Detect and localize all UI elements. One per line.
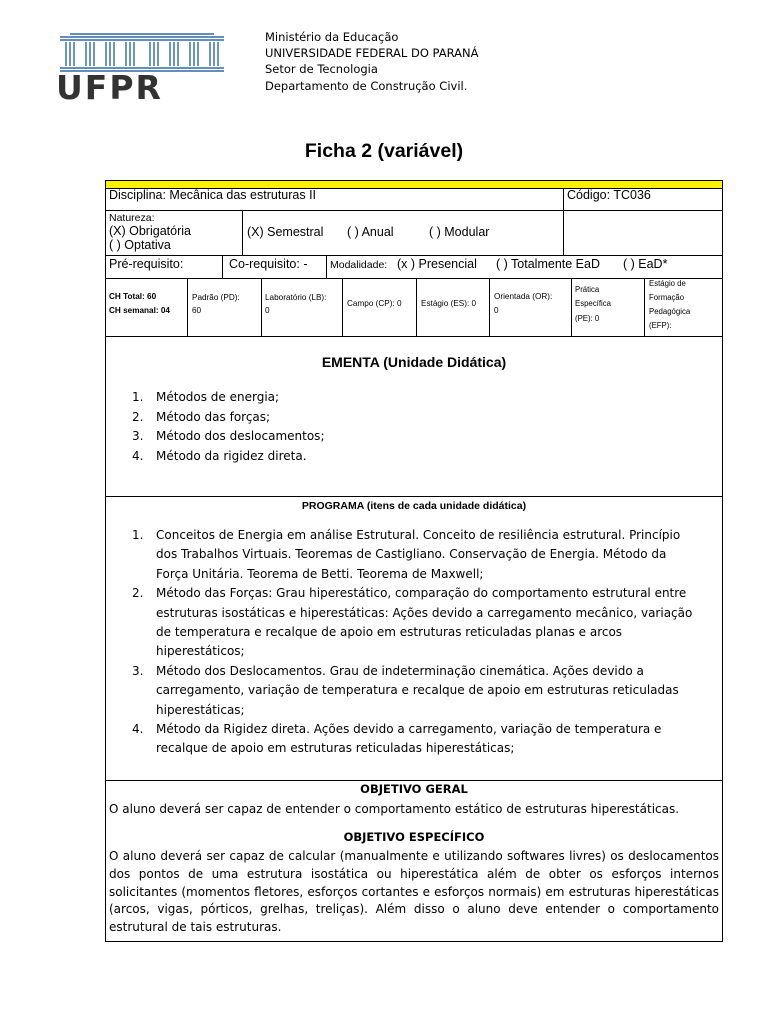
efp-line: Pedagógica — [649, 307, 691, 316]
pratica-line: Prática — [575, 285, 600, 294]
modalidade-label: Modalidade: — [330, 259, 388, 271]
department-line: Departamento de Construção Civil. — [265, 78, 468, 93]
sector-line: Setor de Tecnologia — [265, 62, 378, 77]
col-divider — [242, 210, 243, 255]
row-divider — [106, 780, 722, 781]
natureza-label: Natureza: — [109, 212, 155, 224]
row-divider — [106, 336, 722, 337]
col-divider — [342, 278, 343, 336]
estagio-field: Estágio (ES): 0 — [421, 299, 477, 308]
objetivo-especifico-text: O aluno deverá ser capaz de calcular (manualmente e utilizando softwares livres) os deslocamentos dos pontos de uma estrutura isostática ou hiperestática além de obter os esforços internos solicitantes (momentos fletores, esforços cortantes e esforços normais) em estruturas hiperestáticas (arcos, vigas, pórticos, grelhas, treliças). Além disso o aluno deve entender o comportamento estrutural de tais estruturas. — [109, 849, 719, 935]
col-divider — [261, 278, 262, 336]
ch-total: CH Total: 60 — [109, 292, 157, 301]
col-divider — [571, 278, 572, 336]
list-item: 2. Método das Forças: Grau hiperestático, comparação do comportamento estrutural entre estruturas isostáticas e hiperestáticas: Ações devido a carregamento mecânico, variação de temperatura e recalque de apoio em estruturas reticuladas planas e arcos hiperestáticos; — [132, 586, 693, 659]
list-item: 1. Conceitos de Energia em análise Estrutural. Conceito de resiliência estrutural. Princípio dos Trabalhos Virtuais. Teoremas de Castigliano. Conservação de Energia. Método da Força Unitária. Teorema de Betti. Teorema de Maxwell; — [132, 528, 681, 581]
pre-requisito-field: Pré-requisito: — [109, 257, 184, 271]
ementa-title: EMENTA (Unidade Didática) — [321, 354, 507, 370]
padrao-value: 60 — [192, 306, 202, 315]
presencial-option: (x ) Presencial — [397, 257, 477, 271]
orientada-value: 0 — [494, 306, 499, 315]
list-item: 3. Método dos Deslocamentos. Grau de indeterminação cinemática. Ações devido a carregamento, variação de temperatura e recalque de apoio em estruturas reticuladas hiperestáticas; — [132, 663, 679, 717]
objetivo-especifico-title: OBJETIVO ESPECÍFICO — [343, 830, 485, 844]
col-divider — [326, 255, 327, 278]
efp-line: (EFP): — [649, 321, 672, 330]
optativa-option: ( ) Optativa — [109, 238, 171, 252]
list-item: 4. Método da rigidez direta. — [132, 448, 307, 463]
row-divider — [106, 255, 722, 256]
campo-field: Campo (CP): 0 — [347, 299, 402, 308]
laboratorio-label: Laboratório (LB): — [265, 293, 327, 302]
pratica-line: Específica — [575, 299, 611, 308]
university-building-icon — [56, 28, 228, 72]
col-divider — [563, 188, 564, 255]
ch-semanal: CH semanal: 04 — [109, 306, 170, 315]
programa-title: PROGRAMA (itens de cada unidade didática) — [301, 500, 527, 512]
col-divider — [416, 278, 417, 336]
programa-list — [106, 526, 706, 759]
col-divider — [187, 278, 188, 336]
list-item: 2. Método das forças; — [132, 409, 271, 424]
logo-wordmark: UFPR — [56, 68, 163, 107]
objetivo-geral-text: O aluno deverá ser capaz de entender o comportamento estático de estruturas hiperestáticas. — [109, 802, 680, 816]
page-title: Ficha 2 (variável) — [304, 140, 464, 162]
laboratorio-value: 0 — [265, 306, 270, 315]
efp-line: Formação — [649, 293, 685, 302]
objetivo-geral-title: OBJETIVO GERAL — [360, 782, 468, 796]
ementa-list — [106, 388, 706, 466]
semestral-option: (X) Semestral — [247, 225, 324, 239]
row-divider — [106, 496, 722, 497]
col-divider — [489, 278, 490, 336]
institution-block — [265, 29, 478, 94]
list-item: 1. Métodos de energia; — [132, 390, 280, 404]
list-item: 3. Método dos deslocamentos; — [132, 429, 325, 443]
col-divider — [222, 255, 223, 278]
row-divider — [106, 278, 722, 279]
ministry-line: Ministério da Educação — [265, 30, 399, 44]
ufpr-logo — [56, 28, 228, 107]
pratica-line: (PE): 0 — [575, 314, 600, 323]
row-divider — [106, 210, 722, 211]
university-line: UNIVERSIDADE FEDERAL DO PARANÁ — [265, 46, 479, 61]
list-item: 4. Método da Rigidez direta. Ações devido a carregamento, variação de temperatura e recalque de apoio em estruturas reticuladas hiperestáticas; — [132, 722, 662, 756]
modular-option: ( ) Modular — [429, 225, 490, 239]
obrigatoria-option: (X) Obrigatória — [109, 224, 191, 238]
anual-option: ( ) Anual — [347, 225, 394, 239]
efp-line: Estágio de — [649, 279, 686, 288]
totalmente-ead-option: ( ) Totalmente EaD — [496, 257, 600, 271]
codigo-field: Código: TC036 — [567, 188, 651, 202]
col-divider — [644, 278, 645, 336]
disciplina-field: Disciplina: Mecânica das estruturas II — [109, 188, 317, 202]
co-requisito-field: Co-requisito: - — [229, 257, 308, 271]
course-form — [105, 180, 723, 942]
padrao-label: Padrão (PD): — [192, 293, 240, 302]
orientada-label: Orientada (OR): — [494, 292, 553, 301]
ead-option: ( ) EaD* — [623, 257, 668, 271]
